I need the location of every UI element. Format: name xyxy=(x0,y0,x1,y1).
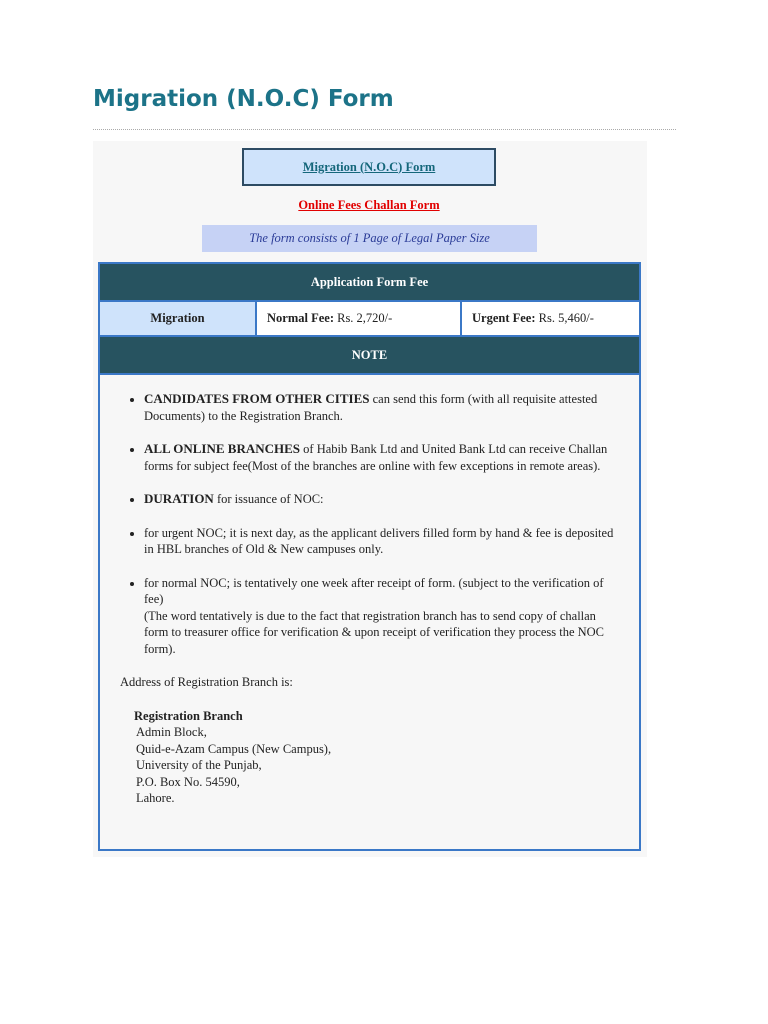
note-body-row xyxy=(99,374,640,850)
note-list xyxy=(144,391,619,657)
address-line: Lahore. xyxy=(136,791,175,805)
legal-paper-note: The form consists of 1 Page of Legal Paper Size xyxy=(202,225,537,252)
title-divider xyxy=(93,129,676,130)
urgent-fee-label: Urgent Fee: xyxy=(472,311,536,325)
inner-form-title-box xyxy=(242,148,496,186)
challan-form-link[interactable]: Online Fees Challan Form xyxy=(298,198,440,212)
urgent-fee-value: Rs. 5,460/- xyxy=(538,311,594,325)
urgent-fee-cell xyxy=(461,301,640,336)
note-item xyxy=(144,441,619,474)
note-item-text: for issuance of NOC: xyxy=(213,492,324,506)
inner-form-title-link[interactable]: Migration (N.O.C) Form xyxy=(302,159,436,174)
note-item-text: for normal NOC; is tentatively one week after receipt of form. (subject to the verification of fee) xyxy=(144,575,604,606)
address-line: P.O. Box No. 54590, xyxy=(136,774,240,789)
address-heading: Registration Branch xyxy=(134,708,243,723)
normal-fee-cell xyxy=(256,301,461,336)
note-item-bold: CANDIDATES FROM OTHER CITIES xyxy=(144,391,370,406)
note-header: NOTE xyxy=(99,336,640,374)
fee-table-header-row xyxy=(99,263,640,301)
fee-table xyxy=(98,262,641,851)
normal-fee-value: Rs. 2,720/- xyxy=(337,311,393,325)
note-item xyxy=(144,525,619,558)
note-item-text: can send this form (with all requisite attested Documents) to the Registration Branch. xyxy=(144,392,598,423)
note-item-text: for urgent NOC; it is next day, as the applicant delivers filled form by hand & fee is deposited in HBL branches of Old & New campuses only. xyxy=(144,525,614,556)
note-item xyxy=(144,575,619,658)
note-item-bold: ALL ONLINE BRANCHES xyxy=(144,441,301,456)
note-item xyxy=(144,491,619,508)
address-line: University of the Punjab, xyxy=(136,758,262,772)
fee-row xyxy=(99,301,640,336)
fee-table-header: Application Form Fee xyxy=(99,263,640,301)
note-item xyxy=(144,391,619,424)
note-item-bold: DURATION xyxy=(144,491,214,506)
note-header-row xyxy=(99,336,640,374)
note-body xyxy=(99,374,640,850)
note-item-text: of Habib Bank Ltd and United Bank Ltd can receive Challan forms for subject fee(Most of the branches are online with few exceptions in remote areas). xyxy=(144,442,608,473)
note-item-text-continued: (The word tentatively is due to the fact that registration branch has to send copy of challan form to treasurer office for verification & upon receipt of verification they process the NOC form). xyxy=(144,608,605,656)
address-intro: Address of Registration Branch is: xyxy=(120,675,293,689)
address-line: Quid-e-Azam Campus (New Campus), xyxy=(136,741,332,756)
page-title: Migration (N.O.C) Form xyxy=(93,86,394,112)
address-block xyxy=(134,708,639,807)
fee-row-label: Migration xyxy=(99,301,256,336)
normal-fee-label: Normal Fee: xyxy=(267,311,334,325)
address-line: Admin Block, xyxy=(136,725,207,739)
